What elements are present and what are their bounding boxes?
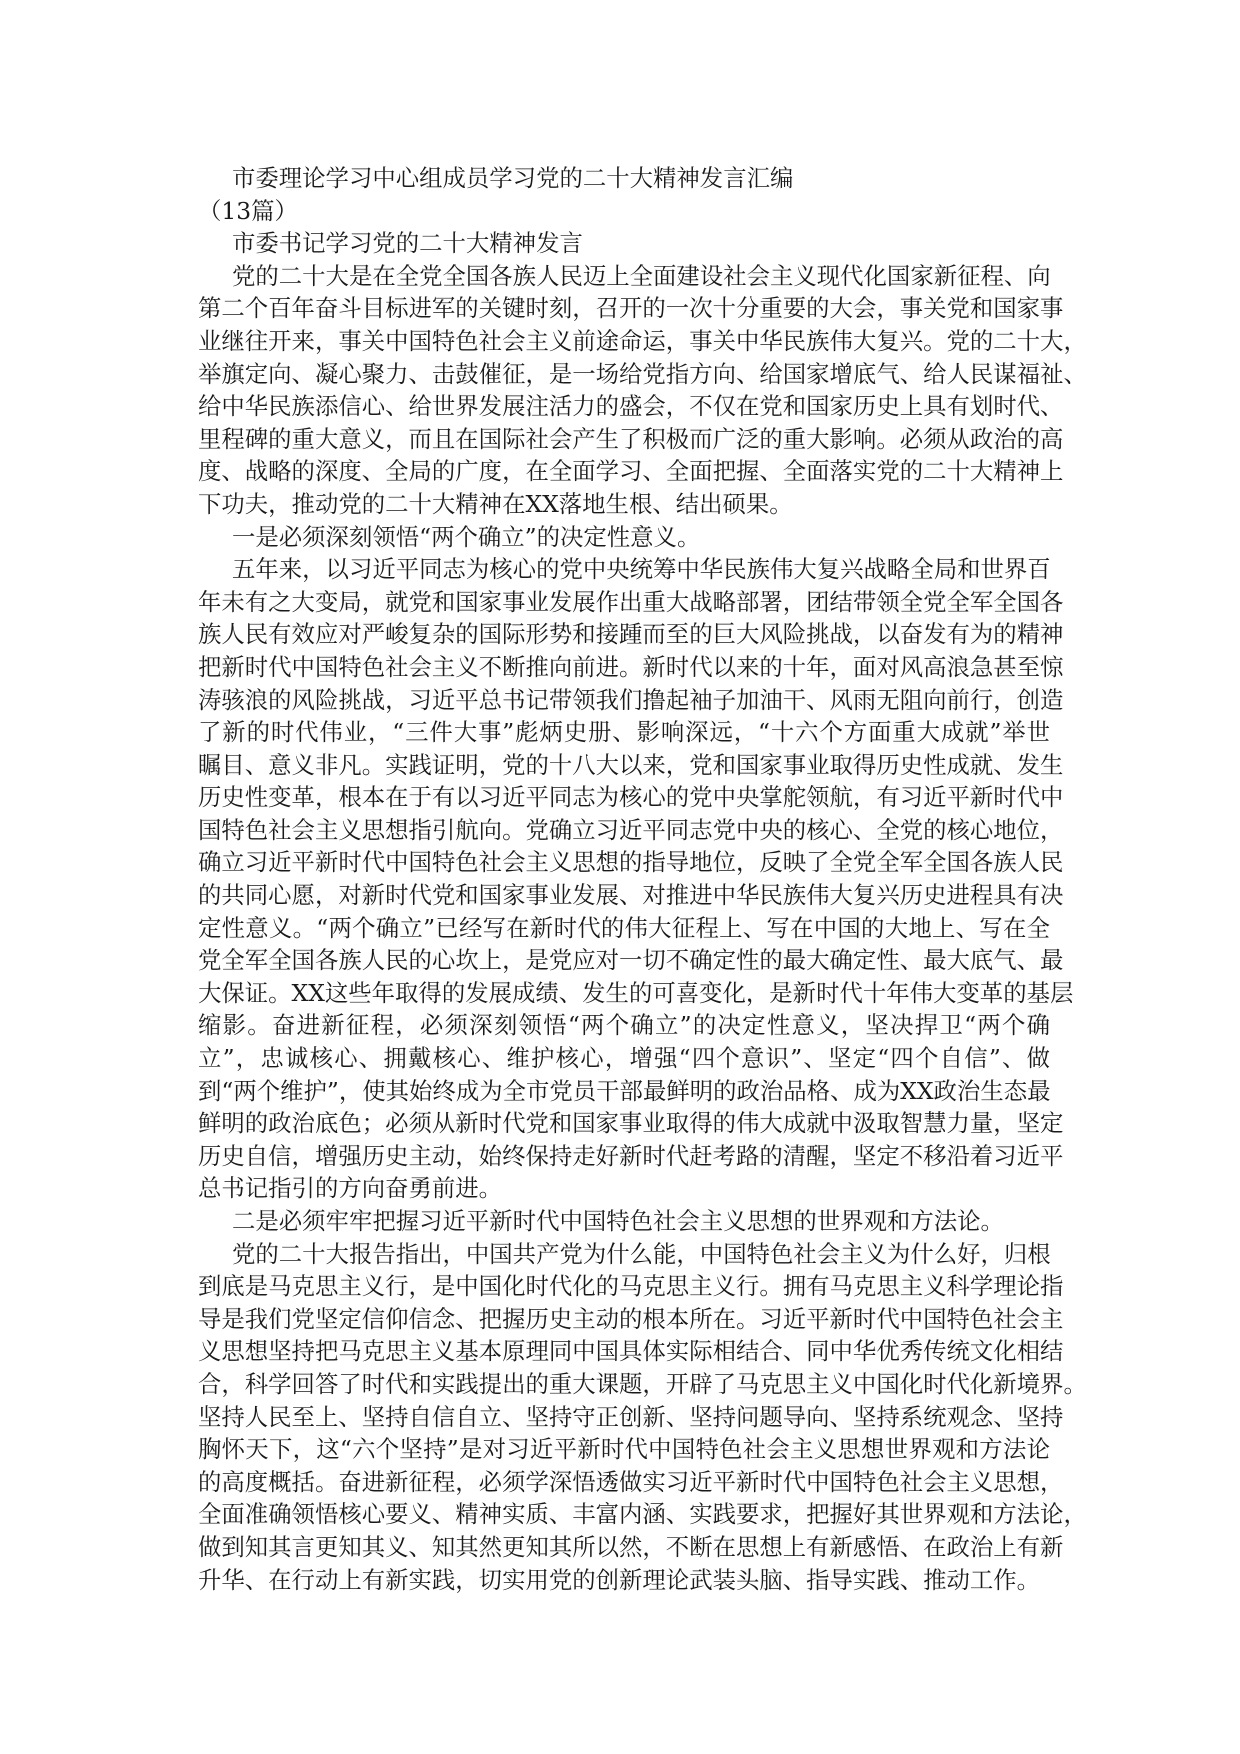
text-line: 鲜明的政治底色；必须从新时代党和国家事业取得的伟大成就中汲取智慧力量，坚定 bbox=[198, 1109, 1064, 1138]
text-line: 到“两个维护”，使其始终成为全市党员干部最鲜明的政治品格、成为XX政治生态最 bbox=[198, 1076, 1051, 1105]
text-line: 合，科学回答了时代和实践提出的重大课题，开辟了马克思主义中国化时代化新境界。 bbox=[198, 1369, 1087, 1398]
text-line: 定性意义。“两个确立”已经写在新时代的伟大征程上、写在中国的大地上、写在全 bbox=[198, 913, 1050, 942]
text-line: 做到知其言更知其义、知其然更知其所以然，不断在思想上有新感悟、在政治上有新 bbox=[198, 1532, 1064, 1561]
text-line: 的共同心愿，对新时代党和国家事业发展、对推进中华民族伟大复兴历史进程具有决 bbox=[198, 881, 1064, 910]
text-line: 国特色社会主义思想指引航向。党确立习近平同志党中央的核心、全党的核心地位， bbox=[198, 815, 1064, 844]
document-title: 市委理论学习中心组成员学习党的二十大精神发言汇编 bbox=[232, 164, 794, 192]
text-line: 胸怀天下，这“六个坚持”是对习近平新时代中国特色社会主义思想世界观和方法论 bbox=[198, 1435, 1050, 1464]
text-line: 下功夫，推动党的二十大精神在XX落地生根、结出硕果。 bbox=[198, 489, 793, 518]
text-line: 历史自信，增强历史主动，始终保持走好新时代赶考路的清醒，坚定不移沿着习近平 bbox=[198, 1141, 1064, 1170]
text-line: 全面准确领悟核心要义、精神实质、丰富内涵、实践要求，把握好其世界观和方法论， bbox=[198, 1500, 1087, 1529]
document-text bbox=[198, 162, 1087, 1596]
text-line: 一是必须深刻领悟“两个确立”的决定性意义。 bbox=[232, 522, 701, 551]
text-line: 总书记指引的方向奋勇前进。 bbox=[198, 1174, 503, 1203]
speech-title: 市委书记学习党的二十大精神发言 bbox=[232, 229, 583, 258]
text-line: 里程碑的重大意义，而且在国际社会产生了积极而广泛的重大影响。必须从政治的高 bbox=[198, 424, 1064, 453]
text-line: 年未有之大变局，就党和国家事业发展作出重大战略部署，团结带领全党全军全国各 bbox=[198, 587, 1064, 616]
text-line: 涛骇浪的风险挑战，习近平总书记带领我们撸起袖子加油干、风雨无阻向前行，创造 bbox=[198, 685, 1064, 714]
body-paragraph bbox=[198, 553, 1074, 1205]
text-line: 瞩目、意义非凡。实践证明，党的十八大以来，党和国家事业取得历史性成就、发生 bbox=[198, 750, 1064, 779]
text-line: 业继往开来，事关中国特色社会主义前途命运，事关中华民族伟大复兴。党的二十大， bbox=[198, 326, 1087, 355]
section-heading bbox=[198, 521, 1050, 554]
text-line: 大保证。XX这些年取得的发展成绩、发生的可喜变化，是新时代十年伟大变革的基层 bbox=[198, 978, 1074, 1007]
text-line: 了新的时代伟业，“三件大事”彪炳史册、影响深远，“十六个方面重大成就”举世 bbox=[198, 718, 1050, 747]
body-paragraph bbox=[198, 260, 1087, 521]
text-line: 党的二十大报告指出，中国共产党为什么能，中国特色社会主义为什么好，归根 bbox=[232, 1239, 1051, 1268]
text-line: 导是我们党坚定信仰信念、把握历史主动的根本所在。习近平新时代中国特色社会主 bbox=[198, 1304, 1064, 1333]
text-line: 五年来，以习近平同志为核心的党中央统筹中华民族伟大复兴战略全局和世界百 bbox=[232, 555, 1051, 584]
text-line: 给中华民族添信心、给世界发展注活力的盛会，不仅在党和国家历史上具有划时代、 bbox=[198, 392, 1064, 421]
article-count: （13篇） bbox=[198, 196, 298, 225]
text-line: 坚持人民至上、坚持自信自立、坚持守正创新、坚持问题导向、坚持系统观念、坚持 bbox=[198, 1402, 1064, 1431]
section-heading bbox=[198, 1205, 1050, 1238]
text-line: 义思想坚持把马克思主义基本原理同中国具体实际相结合、同中华优秀传统文化相结 bbox=[198, 1337, 1064, 1366]
text-line: 度、战略的深度、全局的广度，在全面学习、全面把握、全面落实党的二十大精神上 bbox=[198, 457, 1064, 486]
text-line: 把新时代中国特色社会主义不断推向前进。新时代以来的十年，面对风高浪急甚至惊 bbox=[198, 652, 1064, 681]
document-body bbox=[198, 260, 1087, 1596]
text-line: 缩影。奋进新征程，必须深刻领悟“两个确立”的决定性意义，坚决捍卫“两个确 bbox=[198, 1011, 1050, 1040]
text-line: 历史性变革，根本在于有以习近平同志为核心的党中央掌舵领航，有习近平新时代中 bbox=[198, 783, 1064, 812]
text-line: 党的二十大是在全党全国各族人民迈上全面建设社会主义现代化国家新征程、向 bbox=[232, 261, 1051, 290]
text-line: 举旗定向、凝心聚力、击鼓催征，是一场给党指方向、给国家增底气、给人民谋福祉、 bbox=[198, 359, 1087, 388]
text-line: 确立习近平新时代中国特色社会主义思想的指导地位，反映了全党全军全国各族人民 bbox=[198, 848, 1064, 877]
text-line: 第二个百年奋斗目标进军的关键时刻，召开的一次十分重要的大会，事关党和国家事 bbox=[198, 294, 1064, 323]
text-line: 到底是马克思主义行，是中国化时代化的马克思主义行。拥有马克思主义科学理论指 bbox=[198, 1272, 1064, 1301]
text-line: 的高度概括。奋进新征程，必须学深悟透做实习近平新时代中国特色社会主义思想， bbox=[198, 1467, 1064, 1496]
text-line: 族人民有效应对严峻复杂的国际形势和接踵而至的巨大风险挑战，以奋发有为的精神 bbox=[198, 620, 1064, 649]
text-line: 二是必须牢牢把握习近平新时代中国特色社会主义思想的世界观和方法论。 bbox=[232, 1207, 1004, 1235]
text-line: 升华、在行动上有新实践，切实用党的创新理论武装头脑、指导实践、推动工作。 bbox=[198, 1565, 1041, 1594]
body-paragraph bbox=[198, 1238, 1087, 1597]
text-line: 立”，忠诚核心、拥戴核心、维护核心，增强“四个意识”、坚定“四个自信”、做 bbox=[198, 1044, 1050, 1073]
text-line: 党全军全国各族人民的心坎上，是党应对一切不确定性的最大确定性、最大底气、最 bbox=[198, 946, 1064, 975]
